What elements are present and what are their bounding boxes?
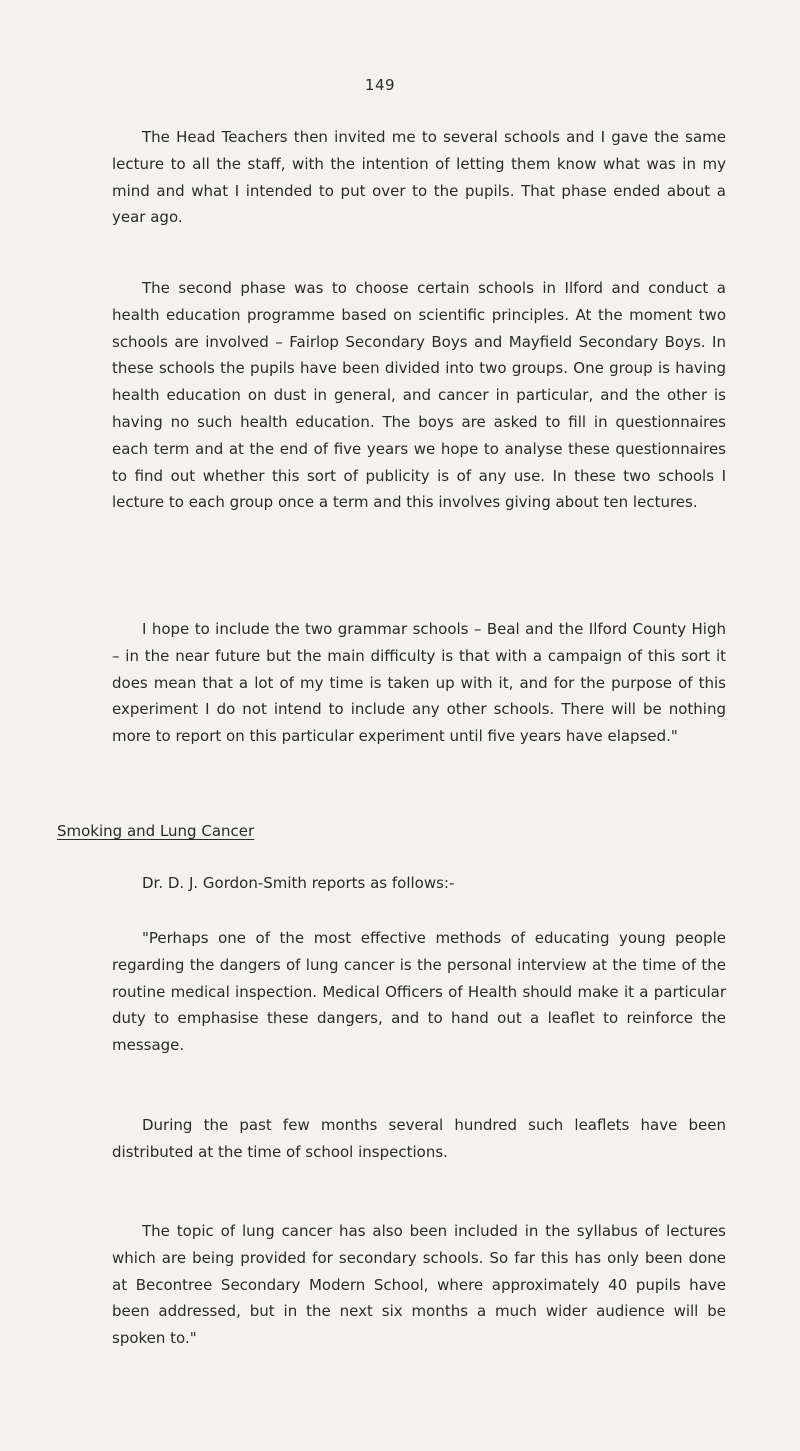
paragraph-report-intro: Dr. D. J. Gordon-Smith reports as follows:- xyxy=(142,874,455,892)
paragraph-head-teachers: The Head Teachers then invited me to several schools and I gave the same lecture to all the staff, with the intention of letting them know what was in my mind and what I intended to put over to the pupils. That phase ended about a year ago. xyxy=(112,128,726,227)
paragraph-syllabus: The topic of lung cancer has also been included in the syllabus of lectures which are being provided for secondary schools. So far this has only been done at Becontree Secondary Modern School, where approximately 40 pupils have been addressed, but in the next six months a much wider audience will be spoken to." xyxy=(112,1222,726,1348)
paragraph-second-phase: The second phase was to choose certain schools in Ilford and conduct a health education programme based on scientific principles. At the moment two schools are involved – Fairlop Secondary Boys and Mayfield Secondary Boys. In these schools the pupils have been divided into two groups. One group is having health education on dust in general, and cancer in particular, and the other is having no such health education. The boys are asked to fill in questionnaires each term and at the end of five years we hope to analyse these questionnaires to find out whether this sort of publicity is of any use. In these two schools I lecture to each group once a term and this involves giving about ten lectures. xyxy=(112,279,726,512)
paragraph-leaflets: During the past few months several hundred such leaflets have been distributed at the time of school inspections. xyxy=(112,1116,726,1161)
section-heading-smoking-lung-cancer: Smoking and Lung Cancer xyxy=(57,822,255,840)
paragraph-personal-interview: "Perhaps one of the most effective methods of educating young people regarding the dangers of lung cancer is the personal interview at the time of the routine medical inspection. Medical Officers of Health should make it a particular duty to emphasise these dangers, and to hand out a leaflet to reinforce the message. xyxy=(112,929,726,1055)
page-number: 149 xyxy=(364,76,396,94)
paragraph-grammar-schools: I hope to include the two grammar schools – Beal and the Ilford County High – in the near future but the main difficulty is that with a campaign of this sort it does mean that a lot of my time is taken up with it, and for the purpose of this experiment I do not intend to include any other schools. There will be nothing more to report on this particular experiment until five years have elapsed." xyxy=(112,620,726,746)
